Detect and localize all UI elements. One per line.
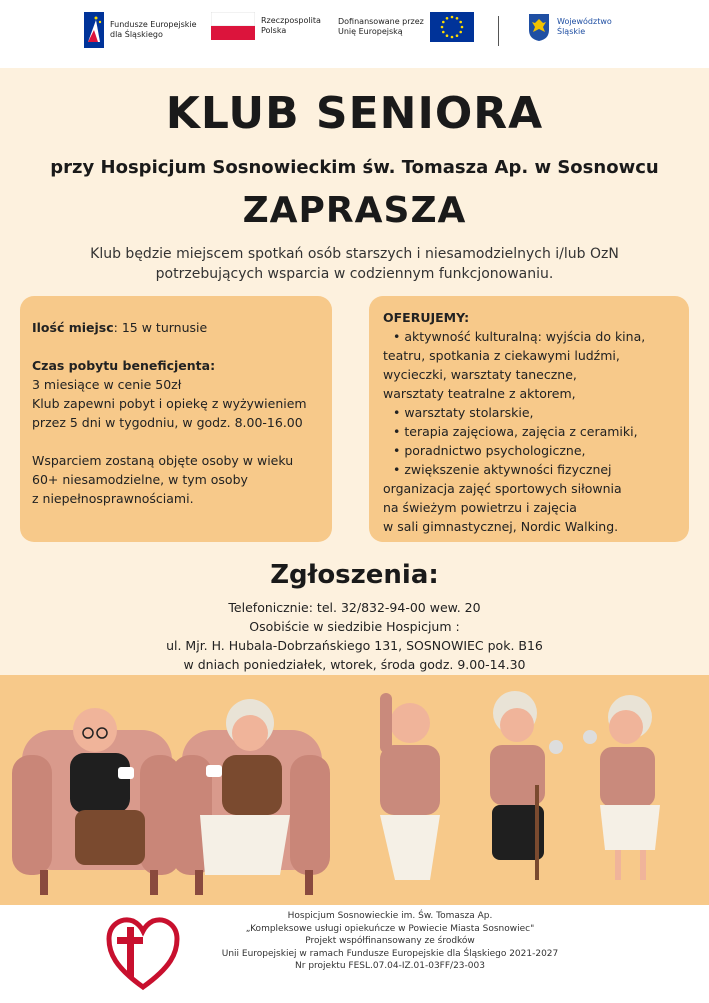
senior-singing-man-icon <box>490 691 563 880</box>
offer-line: • terapia zajęciowa, zajęcia z ceramiki, <box>393 424 638 439</box>
hospice-heart-cross-logo-icon <box>105 913 181 993</box>
footer-line: Hospicjum Sosnowieckie im. Św. Tomasza Ap. <box>287 911 493 921</box>
page-subtitle: przy Hospicjum Sosnowieckim św. Tomasza Ap. w Sosnowcu <box>50 157 659 178</box>
footer-text <box>180 910 600 973</box>
seniors-illustration <box>0 675 709 905</box>
offer-label: OFERUJEMY: <box>383 310 470 325</box>
intro-text <box>40 244 669 284</box>
page-title: KLUB SENIORA <box>165 88 544 139</box>
places-label: Ilość miejsc <box>32 320 114 335</box>
stay-line: 3 miesiące w cenie 50zł <box>32 377 182 392</box>
poland-flag-icon <box>211 12 255 40</box>
silesia-eagle-icon <box>527 12 551 42</box>
logo-bar <box>0 0 709 68</box>
invite-heading: ZAPRASZA <box>242 190 467 231</box>
logo-divider <box>498 16 499 46</box>
eu-line1: Dofinansowane przez <box>338 17 424 26</box>
eu-funds-icon <box>84 12 104 48</box>
offer-line: • aktywność kulturalną: wyjścia do kina, <box>393 329 646 344</box>
offer-line: • warsztaty stolarskie, <box>393 405 534 420</box>
silesia-logo <box>527 12 612 42</box>
offer-line: teatru, spotkania z ciekawymi ludźmi, <box>383 348 620 363</box>
senior-singing-woman-icon <box>583 695 660 880</box>
eu-line2: Unię Europejską <box>338 27 403 36</box>
offer-line: • zwiększenie aktywności fizycznej <box>393 462 612 477</box>
silesia-line2: Śląskie <box>557 27 586 36</box>
poland-logo <box>211 12 321 40</box>
eu-funds-logo <box>84 12 197 48</box>
eu-funds-line2: dla Śląskiego <box>110 30 163 39</box>
offer-line: wycieczki, warsztaty taneczne, <box>383 367 577 382</box>
silesia-line1: Województwo <box>557 17 612 26</box>
footer-line: Nr projektu FESL.07.04-IZ.01-03FF/23-003 <box>295 961 485 971</box>
offer-line: • poradnictwo psychologiczne, <box>393 443 586 458</box>
stay-line: przez 5 dni w tygodniu, w godz. 8.00-16.00 <box>32 415 303 430</box>
offer-line: na świeżym powietrzu i zajęcia <box>383 500 577 515</box>
eu-flag-icon <box>430 12 474 42</box>
support-paragraph <box>32 451 322 508</box>
support-line: z niepełnosprawnościami. <box>32 491 194 506</box>
poland-line1: Rzeczpospolita <box>261 16 321 25</box>
info-box-left <box>20 296 332 542</box>
offer-line: w sali gimnastycznej, Nordic Walking. <box>383 519 619 534</box>
stay-label: Czas pobytu beneficjenta: <box>32 358 216 373</box>
eu-funds-line1: Fundusze Europejskie <box>110 20 197 29</box>
intro-line: potrzebujących wsparcia w codziennym funkcjonowaniu. <box>155 266 554 282</box>
support-line: Wsparciem zostaną objęte osoby w wieku <box>32 453 294 468</box>
footer-line: „Kompleksowe usługi opiekuńcze w Powiecie Miasta Sosnowiec" <box>245 923 535 934</box>
registration-title: Zgłoszenia: <box>270 560 439 590</box>
offer-line: warsztaty teatralne z aktorem, <box>383 386 576 401</box>
footer-line: Projekt współfinansowany ze środków <box>305 936 475 946</box>
poland-line2: Polska <box>261 26 287 35</box>
seniors-illustration-svg <box>0 675 709 905</box>
offer-box <box>369 296 689 542</box>
registration-details <box>0 598 709 674</box>
eu-logo <box>338 12 474 42</box>
registration-address: ul. Mjr. H. Hubala-Dobrzańskiego 131, SOSNOWIEC pok. B16 <box>166 638 543 653</box>
offer-line: organizacja zajęć sportowych siłownia <box>383 481 622 496</box>
stay-line: Klub zapewni pobyt i opiekę z wyżywieniem <box>32 396 307 411</box>
registration-in-person: Osobiście w siedzibie Hospicjum : <box>249 619 460 634</box>
senior-stretching-icon <box>380 693 440 880</box>
footer-line: Unii Europejskiej w ramach Fundusze Europejskie dla Śląskiego 2021-2027 <box>221 948 559 959</box>
registration-phone: Telefonicznie: tel. 32/832-94-00 wew. 20 <box>228 600 481 615</box>
intro-line: Klub będzie miejscem spotkań osób starszych i niesamodzielnych i/lub OzN <box>90 246 619 262</box>
places-value: : 15 w turnusie <box>113 320 208 335</box>
support-line: 60+ niesamodzielne, w tym osoby <box>32 472 248 487</box>
places-paragraph <box>32 318 322 337</box>
registration-hours: w dniach poniedziałek, wtorek, środa godz. 9.00-14.30 <box>183 657 526 672</box>
stay-paragraph <box>32 356 322 432</box>
